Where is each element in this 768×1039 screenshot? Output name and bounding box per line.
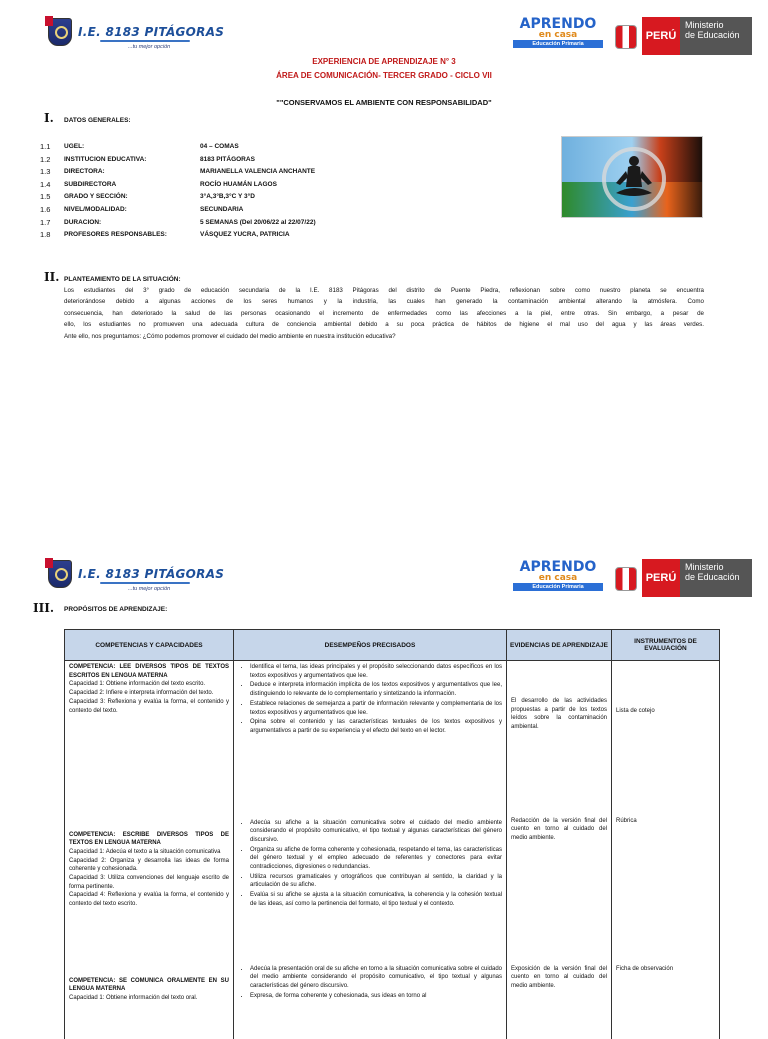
- header-instrumentos: INSTRUMENTOS DE EVALUACIÓN: [612, 630, 720, 661]
- performance-cell: [234, 959, 507, 1039]
- en-casa-word: en casa: [538, 573, 578, 583]
- situation-line: deteriorándose debido a algunas acciones de los seres humanos y la industria, las cuales han generado la contaminación ambiental alterando la atmósfera. Como: [64, 298, 704, 306]
- instrument-cell: [612, 811, 720, 959]
- area-title: ÁREA DE COMUNICACIÓN- TERCER GRADO - CICLO VII: [276, 71, 492, 80]
- header-desempenos: DESEMPEÑOS PRECISADOS: [234, 630, 507, 661]
- school-swoosh: [100, 582, 190, 584]
- data-row-value: VÁSQUEZ YUCRA, PATRICIA: [200, 231, 290, 239]
- situation-line: Los estudiantes del 3° grado de educación secundaria de la I.E. 8183 Pitágoras del distrito de Puente Piedra, reflexionan sobre como nuestro planeta se encuentra: [64, 287, 704, 294]
- capacity-item: Capacidad 3: Reflexiona y evalúa la forma, el contenido y contexto del texto.: [69, 698, 229, 714]
- section-3-numeral: III.: [33, 601, 55, 615]
- capacity-item: Capacidad 1: Adecúa el texto a la situación comunicativa: [69, 848, 221, 855]
- section-1-label: DATOS GENERALES:: [64, 117, 131, 124]
- performance-item: • Deduce e interpreta información implícita de los textos expositivos y argumentativos que lee, distinguiendo lo relevante de lo complementario y sintetizando la información.: [250, 681, 502, 698]
- data-row-number: 1.3: [40, 167, 51, 177]
- table-row: [65, 661, 720, 811]
- capacity-item: Capacidad 4: Reflexiona y evalúa la forma, el contenido y contexto del texto escrito.: [69, 892, 229, 908]
- performance-item: • Evalúa si su afiche se ajusta a la situación comunicativa, la coherencia y la cohesión textual de las ideas, así como la pertinencia del formato, el tipo textual y el contexto.: [250, 891, 502, 908]
- ministry-line2: de Educación: [685, 572, 740, 582]
- situation-line: Ante ello, nos preguntamos: ¿Cómo podemos promover el cuidado del medio ambiente en nuestra institución educativa?: [64, 332, 396, 340]
- data-row-key: DIRECTORA:: [64, 168, 105, 176]
- situation-line: ello, los estudiantes no promueven una adecuada cultura de conciencia ambiental debido a su poca práctica de hábitos de higiene el mal uso del agua y las áreas verdes.: [64, 321, 704, 329]
- ministry-line2: de Educación: [685, 30, 740, 40]
- ministry-label: [680, 559, 752, 597]
- ministry-line1: Ministerio: [685, 20, 724, 30]
- section-2-numeral: II.: [44, 270, 60, 284]
- situation-line: consecuencia, han deteriorado la salud de las personas ocasionando el incremento de enfermedades como las afecciones a la piel, entre otras. Sin embargo, a pesar de: [64, 309, 704, 317]
- performance-item: • Adecúa la presentación oral de su afiche en torno a la situación comunicativa sobre el cuidado del medio ambiente considerando el propósito comunicativo, el tipo textual y algunas características del género discursivo.: [250, 965, 502, 991]
- performance-item: • Expresa, de forma coherente y cohesionada, sus ideas en torno al: [250, 992, 502, 1001]
- evidence-text: El desarrollo de las actividades propuestas a partir de los textos leídos sobre la contaminación ambiental.: [511, 698, 607, 731]
- data-row-key: GRADO Y SECCIÓN:: [64, 193, 128, 201]
- table-body: [65, 661, 720, 1039]
- school-crest-icon: [48, 560, 72, 588]
- performance-list: [238, 663, 502, 736]
- data-row-value: ROCÍO HUAMÁN LAGOS: [200, 180, 277, 188]
- performance-item: • Organiza su afiche de forma coherente y cohesionada, respetando el tema, las características del género textual y el empleo adecuado de referentes y conectores para evitar contradicciones, digresiones o redundancias.: [250, 846, 502, 872]
- ministry-label: [680, 17, 752, 55]
- performance-item: • Adecúa su afiche a la situación comunicativa sobre el cuidado del medio ambiente considerando el propósito comunicativo, el tipo textual y algunas características del género discursivo.: [250, 819, 502, 845]
- evidence-text: Exposición de la versión final del cuento en torno al cuidado del medio ambiente.: [511, 965, 607, 989]
- data-row-key: PROFESORES RESPONSABLES:: [64, 231, 167, 239]
- performance-list: [238, 965, 502, 1001]
- school-name: I.E. 8183 PITÁGORAS: [78, 567, 225, 581]
- aprendo-en-casa-logo: [513, 17, 603, 48]
- evidence-cell: [507, 959, 612, 1039]
- performance-cell: [234, 661, 507, 811]
- competence-name: COMPETENCIA: LEE DIVERSOS TIPOS DE TEXTOS ESCRITOS EN LENGUA MATERNA: [69, 664, 229, 679]
- peru-coat-of-arms-icon: [615, 567, 637, 591]
- instrument-text: Ficha de observación: [616, 965, 674, 972]
- peru-label: PERÚ: [642, 17, 680, 55]
- capacity-item: Capacidad 1: Obtiene información del texto oral.: [69, 994, 198, 1001]
- header-evidencias: EVIDENCIAS DE APRENDIZAJE: [507, 630, 612, 661]
- competence-cell: [65, 661, 234, 811]
- performance-item: • Establece relaciones de semejanza a partir de información relevante y complementaria de los textos expositivos y argumentativos que lee.: [250, 700, 502, 717]
- table-row: [65, 811, 720, 959]
- section-1-numeral: I.: [44, 111, 54, 125]
- school-tagline: ...tu mejor opción: [128, 44, 171, 50]
- en-casa-word: en casa: [538, 30, 578, 40]
- instrument-text: Rúbrica: [616, 817, 637, 824]
- data-row-key: INSTITUCION EDUCATIVA:: [64, 155, 147, 163]
- data-row-key: NIVEL/MODALIDAD:: [64, 206, 127, 213]
- instrument-cell: [612, 959, 720, 1039]
- school-tagline: ...tu mejor opción: [128, 586, 171, 592]
- ministry-line1: Ministerio: [685, 562, 724, 572]
- capacity-item: Capacidad 2: Infiere e interpreta información del texto.: [69, 690, 214, 697]
- educacion-primaria-label: Educación Primaria: [513, 40, 603, 48]
- evidence-text: Redacción de la versión final del cuento en torno al cuidado del medio ambiente.: [511, 817, 607, 841]
- learning-purposes-table: [64, 629, 720, 1039]
- environment-meditation-image: [561, 136, 703, 218]
- data-row-value: 8183 PITÁGORAS: [200, 155, 255, 163]
- section-3-label: PROPÓSITOS DE APRENDIZAJE:: [64, 606, 168, 613]
- aprendo-en-casa-logo-2: [513, 560, 603, 591]
- school-crest-icon: [48, 18, 72, 46]
- data-row-key: DURACION:: [64, 218, 102, 226]
- data-row-value: MARIANELLA VALENCIA ANCHANTE: [200, 168, 316, 176]
- aprendo-word: APRENDO: [519, 16, 597, 32]
- instrument-cell: [612, 661, 720, 811]
- section-2-label: PLANTEAMIENTO DE LA SITUACIÓN:: [64, 276, 181, 283]
- data-row-number: 1.8: [40, 230, 51, 240]
- educacion-primaria-label: Educación Primaria: [513, 583, 603, 591]
- competence-name: COMPETENCIA: SE COMUNICA ORALMENTE EN SU LENGUA MATERNA: [69, 977, 229, 993]
- data-row-value: 3°A,3°B,3°C Y 3°D: [200, 193, 255, 201]
- data-row-value: SECUNDARIA: [200, 206, 244, 213]
- capacity-item: Capacidad 2: Organiza y desarrolla las ideas de forma coherente y cohesionada.: [69, 857, 229, 873]
- peru-label: PERÚ: [642, 559, 680, 597]
- competence-name: COMPETENCIA: ESCRIBE DIVERSOS TIPOS DE TEXTOS EN LENGUA MATERNA: [69, 831, 229, 847]
- data-row-value: 5 SEMANAS (Del 20/06/22 al 22/07/22): [200, 218, 316, 226]
- data-row-number: 1.5: [40, 192, 51, 202]
- data-row-number: 1.4: [40, 179, 51, 189]
- performance-cell: [234, 811, 507, 959]
- capacity-item: Capacidad 1: Obtiene información del texto escrito.: [69, 681, 206, 688]
- theme-title: ""CONSERVAMOS EL AMBIENTE CON RESPONSABILIDAD": [276, 98, 492, 107]
- aprendo-word: APRENDO: [519, 559, 597, 575]
- data-row-number: 1.6: [40, 205, 51, 214]
- data-row-value: 04 – COMAS: [200, 143, 239, 150]
- performance-item: • Utiliza recursos gramaticales y ortográficos que contribuyan al sentido, la claridad y la articulación de su afiche.: [250, 873, 502, 890]
- header-competencias: COMPETENCIAS Y CAPACIDADES: [65, 630, 234, 661]
- experience-title: EXPERIENCIA DE APRENDIZAJE N° 3: [312, 57, 456, 66]
- competence-cell: [65, 811, 234, 959]
- data-row-key: UGEL:: [64, 143, 85, 150]
- data-row-number: 1.2: [40, 154, 51, 164]
- evidence-cell: [507, 811, 612, 959]
- evidence-cell: [507, 661, 612, 811]
- instrument-text: Lista de cotejo: [616, 708, 655, 714]
- data-row-number: 1.7: [40, 217, 51, 227]
- table-header-row: [65, 630, 720, 661]
- capacity-item: Capacidad 3: Utiliza convenciones del lenguaje escrito de forma pertinente.: [69, 875, 229, 890]
- meditation-illustration: [562, 137, 702, 217]
- peru-coat-of-arms-icon: [615, 25, 637, 49]
- school-swoosh: [100, 40, 190, 42]
- school-name: I.E. 8183 PITÁGORAS: [78, 25, 225, 39]
- table-row: [65, 959, 720, 1039]
- data-row-key: SUBDIRECTORA: [64, 180, 117, 188]
- data-row-number: 1.1: [40, 142, 51, 151]
- performance-item: • Opina sobre el contenido y las características textuales de los textos expositivos y argumentativos a partir de su experiencia y el efecto del texto en el lector.: [250, 718, 502, 735]
- performance-item: • Identifica el tema, las ideas principales y el propósito seleccionando datos específicos en los textos expositivos y argumentativos que lee.: [250, 663, 502, 680]
- competence-cell: [65, 959, 234, 1039]
- performance-list: [238, 819, 502, 909]
